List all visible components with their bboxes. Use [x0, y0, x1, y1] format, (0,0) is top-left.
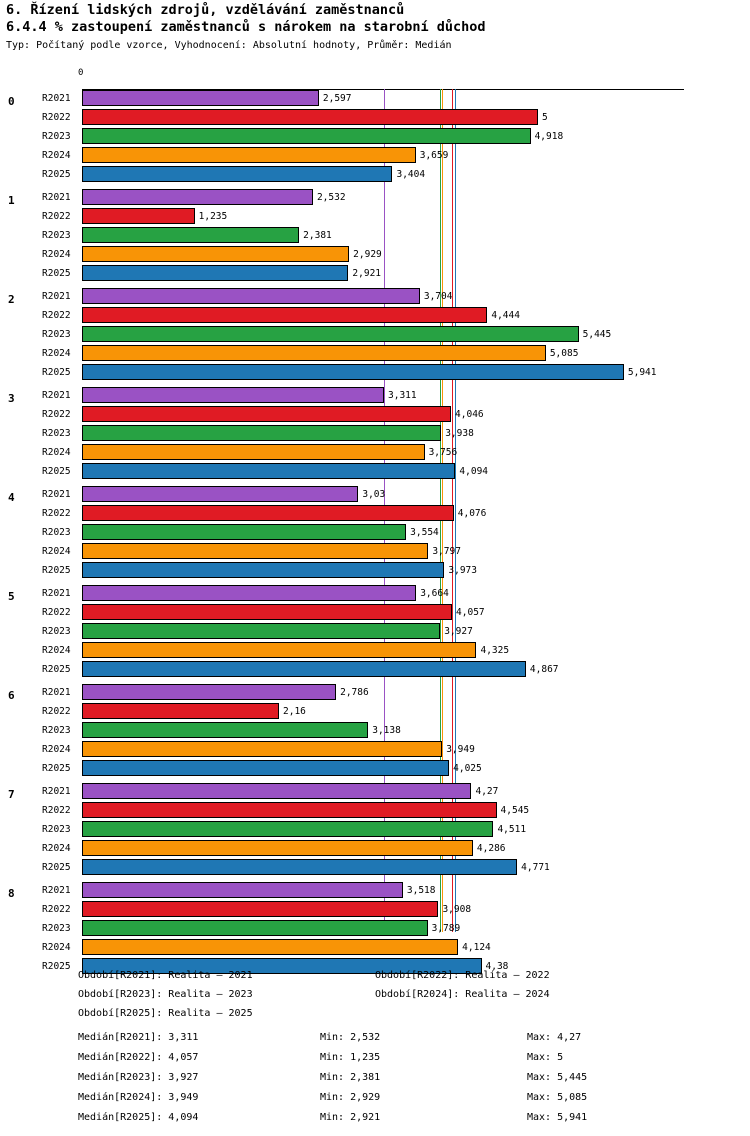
series-label-r2023: R2023	[42, 527, 71, 538]
bar-r2023[interactable]	[82, 227, 299, 243]
bar-value-label: 4,444	[491, 310, 520, 321]
bar-r2025[interactable]	[82, 760, 449, 776]
bar-r2025[interactable]	[82, 562, 444, 578]
stats-row	[0, 1048, 750, 1068]
chart-row	[0, 287, 750, 306]
bar-group	[0, 584, 750, 679]
chart-row	[0, 424, 750, 443]
page-subtitle: 6.4.4 % zastoupení zaměstnanců s nárokem na starobní důchod	[6, 19, 486, 35]
bar-r2024[interactable]	[82, 444, 425, 460]
chart-row	[0, 146, 750, 165]
chart-row	[0, 462, 750, 481]
bar-value-label: 4,38	[485, 961, 509, 972]
series-label-r2021: R2021	[42, 687, 71, 698]
group-label: 8	[8, 887, 15, 900]
bar-value-label: 4,771	[521, 862, 550, 873]
series-label-r2023: R2023	[42, 131, 71, 142]
bar-value-label: 2,786	[340, 687, 369, 698]
bar-r2022[interactable]	[82, 307, 487, 323]
chart-row	[0, 485, 750, 504]
bar-value-label: 4,545	[500, 805, 530, 816]
legend-entry-r2025: Období[R2025]: Realita – 2025	[78, 1008, 253, 1019]
bar-value-label: 4,076	[457, 508, 487, 519]
bar-r2022[interactable]	[82, 802, 497, 818]
chart-row	[0, 740, 750, 759]
bar-r2021[interactable]	[82, 882, 403, 898]
max-r2021: Max: 4,27	[527, 1032, 582, 1043]
series-label-r2022: R2022	[42, 112, 71, 123]
legend-entry-r2021: Období[R2021]: Realita – 2021	[78, 970, 253, 981]
bar-r2024[interactable]	[82, 543, 428, 559]
series-label-r2025: R2025	[42, 763, 71, 774]
bar-r2023[interactable]	[82, 128, 531, 144]
bar-group	[0, 89, 750, 184]
bar-r2021[interactable]	[82, 684, 336, 700]
chart-row	[0, 900, 750, 919]
chart-row	[0, 938, 750, 957]
series-label-r2022: R2022	[42, 607, 71, 618]
bar-value-label: 4,057	[456, 607, 485, 618]
bar-value-label: 1,235	[198, 211, 228, 222]
series-label-r2022: R2022	[42, 409, 71, 420]
chart-row	[0, 641, 750, 660]
legend-entry-r2022: Období[R2022]: Realita – 2022	[375, 970, 550, 981]
bar-r2021[interactable]	[82, 189, 313, 205]
min-r2024: Min: 2,929	[320, 1092, 381, 1103]
median-r2025: Medián[R2025]: 4,094	[78, 1112, 199, 1123]
chart-statistics	[0, 1028, 750, 1128]
bar-chart	[0, 68, 750, 972]
group-label: 5	[8, 590, 15, 603]
chart-row	[0, 683, 750, 702]
legend-row	[0, 985, 750, 1004]
bar-r2024[interactable]	[82, 840, 473, 856]
series-label-r2023: R2023	[42, 725, 71, 736]
bar-value-label: 3,03	[362, 489, 386, 500]
series-label-r2024: R2024	[42, 348, 71, 359]
bar-value-label: 5	[542, 112, 548, 123]
series-label-r2025: R2025	[42, 565, 71, 576]
bar-value-label: 3,789	[431, 923, 461, 934]
bar-value-label: 4,511	[497, 824, 527, 835]
chart-row	[0, 207, 750, 226]
series-label-r2024: R2024	[42, 546, 71, 557]
bar-r2024[interactable]	[82, 642, 476, 658]
series-label-r2021: R2021	[42, 489, 71, 500]
group-label: 3	[8, 392, 15, 405]
median-r2022: Medián[R2022]: 4,057	[78, 1052, 199, 1063]
chart-row	[0, 801, 750, 820]
chart-row	[0, 782, 750, 801]
stats-row	[0, 1088, 750, 1108]
series-label-r2025: R2025	[42, 862, 71, 873]
chart-row	[0, 306, 750, 325]
bar-r2023[interactable]	[82, 920, 428, 936]
series-label-r2025: R2025	[42, 664, 71, 675]
series-label-r2023: R2023	[42, 824, 71, 835]
bar-value-label: 5,085	[549, 348, 579, 359]
bar-value-label: 2,597	[322, 93, 352, 104]
page-title: 6. Řízení lidských zdrojů, vzdělávání zaměstnanců	[6, 2, 405, 18]
bar-r2023[interactable]	[82, 524, 406, 540]
stats-row	[0, 1108, 750, 1128]
series-label-r2022: R2022	[42, 508, 71, 519]
bar-value-label: 4,025	[453, 763, 482, 774]
group-label: 6	[8, 689, 15, 702]
chart-legend	[0, 966, 750, 1023]
max-r2022: Max: 5	[527, 1052, 564, 1063]
series-label-r2022: R2022	[42, 211, 71, 222]
bar-r2024[interactable]	[82, 741, 442, 757]
bar-value-label: 3,664	[420, 588, 449, 599]
bar-group	[0, 386, 750, 481]
series-label-r2025: R2025	[42, 169, 71, 180]
legend-entry-r2023: Období[R2023]: Realita – 2023	[78, 989, 253, 1000]
chart-row	[0, 386, 750, 405]
bar-value-label: 2,929	[353, 249, 382, 260]
bar-value-label: 4,046	[455, 409, 484, 420]
bar-group	[0, 287, 750, 382]
chart-row	[0, 839, 750, 858]
series-label-r2023: R2023	[42, 923, 71, 934]
bar-value-label: 4,918	[534, 131, 564, 142]
bar-value-label: 3,756	[428, 447, 458, 458]
chart-row	[0, 523, 750, 542]
series-label-r2023: R2023	[42, 428, 71, 439]
bar-r2021[interactable]	[82, 585, 416, 601]
series-label-r2024: R2024	[42, 645, 71, 656]
bar-value-label: 3,518	[406, 885, 436, 896]
chart-row	[0, 721, 750, 740]
bar-r2021[interactable]	[82, 486, 358, 502]
stats-row	[0, 1028, 750, 1048]
bar-r2023[interactable]	[82, 821, 493, 837]
bar-r2023[interactable]	[82, 623, 440, 639]
bar-value-label: 4,286	[476, 843, 506, 854]
series-label-r2022: R2022	[42, 706, 71, 717]
chart-meta-line: Typ: Počítaný podle vzorce, Vyhodnocení: Absolutní hodnoty, Průměr: Medián	[6, 40, 452, 51]
bar-r2022[interactable]	[82, 109, 538, 125]
chart-row	[0, 504, 750, 523]
series-label-r2023: R2023	[42, 329, 71, 340]
min-r2025: Min: 2,921	[320, 1112, 381, 1123]
min-r2022: Min: 1,235	[320, 1052, 381, 1063]
series-label-r2025: R2025	[42, 961, 71, 972]
bar-r2022[interactable]	[82, 604, 452, 620]
series-label-r2025: R2025	[42, 367, 71, 378]
series-label-r2024: R2024	[42, 843, 71, 854]
chart-row	[0, 759, 750, 778]
bar-r2024[interactable]	[82, 939, 458, 955]
bar-r2025[interactable]	[82, 166, 392, 182]
median-r2023: Medián[R2023]: 3,927	[78, 1072, 199, 1083]
bar-r2025[interactable]	[82, 463, 455, 479]
chart-row	[0, 325, 750, 344]
chart-row	[0, 188, 750, 207]
bar-value-label: 5,445	[582, 329, 612, 340]
series-label-r2021: R2021	[42, 588, 71, 599]
bar-value-label: 3,797	[432, 546, 461, 557]
bar-group	[0, 485, 750, 580]
median-r2024: Medián[R2024]: 3,949	[78, 1092, 199, 1103]
bar-value-label: 4,325	[480, 645, 510, 656]
chart-row	[0, 622, 750, 641]
bar-value-label: 4,867	[529, 664, 559, 675]
chart-row	[0, 542, 750, 561]
chart-row	[0, 264, 750, 283]
series-label-r2024: R2024	[42, 942, 71, 953]
bar-value-label: 3,938	[445, 428, 474, 439]
series-label-r2023: R2023	[42, 626, 71, 637]
bar-r2021[interactable]	[82, 387, 384, 403]
chart-header	[0, 0, 750, 53]
bar-r2025[interactable]	[82, 265, 348, 281]
chart-row	[0, 443, 750, 462]
bar-r2025[interactable]	[82, 364, 624, 380]
bar-value-label: 3,311	[388, 390, 417, 401]
max-r2023: Max: 5,445	[527, 1072, 588, 1083]
min-r2021: Min: 2,532	[320, 1032, 381, 1043]
bar-value-label: 3,927	[444, 626, 473, 637]
series-label-r2023: R2023	[42, 230, 71, 241]
bar-r2024[interactable]	[82, 147, 416, 163]
chart-row	[0, 89, 750, 108]
chart-row	[0, 363, 750, 382]
bar-r2021[interactable]	[82, 288, 420, 304]
max-r2024: Max: 5,085	[527, 1092, 588, 1103]
series-label-r2021: R2021	[42, 885, 71, 896]
bar-value-label: 2,921	[352, 268, 382, 279]
series-label-r2025: R2025	[42, 466, 71, 477]
bar-group	[0, 188, 750, 283]
bar-r2023[interactable]	[82, 722, 368, 738]
chart-row	[0, 660, 750, 679]
series-label-r2021: R2021	[42, 291, 71, 302]
bar-r2022[interactable]	[82, 406, 451, 422]
max-r2025: Max: 5,941	[527, 1112, 588, 1123]
chart-row	[0, 919, 750, 938]
bar-value-label: 2,16	[283, 706, 306, 717]
bar-value-label: 3,908	[442, 904, 472, 915]
median-r2021: Medián[R2021]: 3,311	[78, 1032, 199, 1043]
bar-value-label: 3,138	[372, 725, 401, 736]
chart-row	[0, 603, 750, 622]
chart-row	[0, 881, 750, 900]
series-label-r2022: R2022	[42, 310, 71, 321]
series-label-r2022: R2022	[42, 904, 71, 915]
bar-value-label: 3,949	[446, 744, 475, 755]
group-label: 7	[8, 788, 15, 801]
bar-r2025[interactable]	[82, 859, 517, 875]
legend-row	[0, 966, 750, 985]
bar-r2023[interactable]	[82, 326, 579, 342]
bar-r2021[interactable]	[82, 90, 319, 106]
bar-value-label: 4,124	[462, 942, 491, 953]
chart-row	[0, 165, 750, 184]
bar-r2025[interactable]	[82, 661, 526, 677]
bar-r2022[interactable]	[82, 703, 279, 719]
series-label-r2021: R2021	[42, 390, 71, 401]
chart-row	[0, 702, 750, 721]
bar-r2023[interactable]	[82, 425, 441, 441]
bar-value-label: 3,404	[396, 169, 426, 180]
chart-row	[0, 108, 750, 127]
series-label-r2021: R2021	[42, 786, 71, 797]
chart-row	[0, 245, 750, 264]
series-label-r2022: R2022	[42, 805, 71, 816]
chart-row	[0, 226, 750, 245]
bar-value-label: 4,27	[475, 786, 499, 797]
bar-value-label: 2,532	[316, 192, 346, 203]
bar-value-label: 3,704	[423, 291, 453, 302]
bar-r2024[interactable]	[82, 345, 546, 361]
bar-group	[0, 782, 750, 877]
group-label: 4	[8, 491, 15, 504]
stats-row	[0, 1068, 750, 1088]
bar-value-label: 2,381	[303, 230, 332, 241]
bar-value-label: 3,554	[410, 527, 439, 538]
chart-row	[0, 858, 750, 877]
chart-row	[0, 405, 750, 424]
group-label: 1	[8, 194, 15, 207]
series-label-r2024: R2024	[42, 249, 71, 260]
series-label-r2021: R2021	[42, 192, 71, 203]
chart-row	[0, 127, 750, 146]
bar-r2022[interactable]	[82, 901, 438, 917]
series-label-r2024: R2024	[42, 447, 71, 458]
min-r2023: Min: 2,381	[320, 1072, 381, 1083]
bar-value-label: 5,941	[627, 367, 657, 378]
series-label-r2024: R2024	[42, 150, 71, 161]
axis-tick-0: 0	[78, 68, 84, 78]
chart-row	[0, 344, 750, 363]
chart-row	[0, 561, 750, 580]
legend-row	[0, 1004, 750, 1023]
bar-r2024[interactable]	[82, 246, 349, 262]
bar-group	[0, 881, 750, 976]
chart-row	[0, 584, 750, 603]
legend-entry-r2024: Období[R2024]: Realita – 2024	[375, 989, 550, 1000]
bar-r2022[interactable]	[82, 505, 454, 521]
bar-value-label: 4,094	[459, 466, 489, 477]
bar-value-label: 3,973	[448, 565, 477, 576]
series-label-r2021: R2021	[42, 93, 71, 104]
bar-r2022[interactable]	[82, 208, 195, 224]
bar-r2021[interactable]	[82, 783, 471, 799]
bar-value-label: 3,659	[419, 150, 449, 161]
group-label: 0	[8, 95, 15, 108]
chart-row	[0, 820, 750, 839]
bar-group	[0, 683, 750, 778]
series-label-r2024: R2024	[42, 744, 71, 755]
group-label: 2	[8, 293, 15, 306]
series-label-r2025: R2025	[42, 268, 71, 279]
